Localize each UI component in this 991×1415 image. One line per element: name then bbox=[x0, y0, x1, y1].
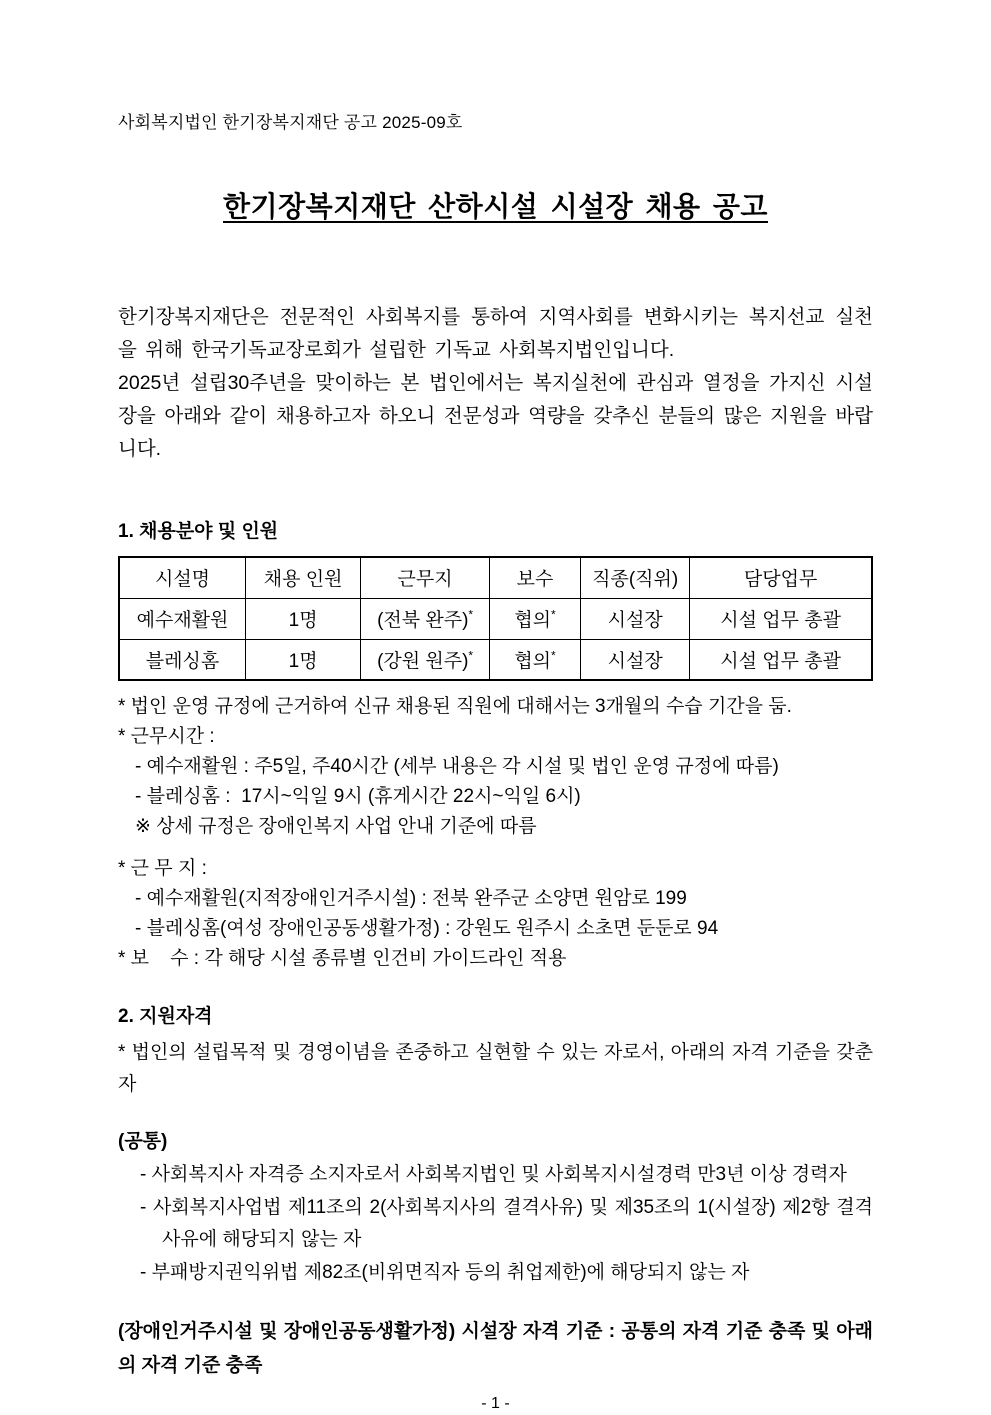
footnote-asterisk: * bbox=[468, 607, 474, 622]
footnote-asterisk: * bbox=[468, 648, 474, 663]
list-item: - 부패방지권익위법 제82조(비위면직자 등의 취업제한)에 해당되지 않는 자 bbox=[140, 1261, 750, 1283]
common-qualifications-list bbox=[118, 1159, 873, 1289]
intro-paragraph-1: 한기장복지재단은 전문적인 사회복지를 통하여 지역사회를 변화시키는 복지선교 실천을 위해 한국기독교장로회가 설립한 기독교 사회복지법인입니다. bbox=[118, 306, 873, 361]
col-header-facility: 시설명 bbox=[119, 557, 246, 598]
cell-headcount: 1명 bbox=[246, 639, 361, 680]
note-pay-guideline: * 보 수 : 각 해당 시설 종류별 인건비 가이드라인 적용 bbox=[118, 948, 567, 969]
col-header-duty: 담당업무 bbox=[690, 557, 872, 598]
doc-number: 사회복지법인 한기장복지재단 공고 2025-09호 bbox=[118, 113, 463, 132]
workplace-text: (강원 원주) bbox=[377, 650, 469, 672]
cell-duty: 시설 업무 총괄 bbox=[690, 639, 872, 680]
note-probation: * 법인 운영 규정에 근거하여 신규 채용된 직원에 대해서는 3개월의 수습 기간을 둠. bbox=[118, 696, 792, 717]
cell-duty: 시설 업무 총괄 bbox=[690, 598, 872, 639]
table-row bbox=[119, 639, 872, 680]
footnote-asterisk: * bbox=[551, 607, 556, 622]
pay-text: 협의 bbox=[514, 610, 552, 631]
cell-workplace bbox=[361, 598, 490, 639]
table-row bbox=[119, 598, 872, 639]
cell-facility: 예수재활원 bbox=[119, 598, 246, 639]
page-title: 한기장복지재단 산하시설 시설장 채용 공고 bbox=[223, 191, 768, 222]
note-workplace-label: * 근 무 지 : bbox=[118, 858, 207, 879]
pay-text: 협의 bbox=[514, 650, 552, 672]
recruitment-table bbox=[118, 556, 873, 681]
col-header-pay: 보수 bbox=[489, 557, 580, 598]
cell-facility: 블레싱홈 bbox=[119, 639, 246, 680]
col-header-headcount: 채용 인원 bbox=[246, 557, 361, 598]
list-item: - 사회복지사 자격증 소지자로서 사회복지법인 및 사회복지시설경력 만3년 이상 경력자 bbox=[140, 1164, 847, 1185]
notes-group-location-pay bbox=[118, 854, 873, 974]
cell-pay bbox=[489, 639, 580, 680]
common-qualifications-heading: (공통) bbox=[118, 1131, 168, 1152]
note-working-hours-label: * 근무시간 : bbox=[118, 726, 215, 747]
note-address-yesu: - 예수재활원(지적장애인거주시설) : 전북 완주군 소양면 원암로 199 bbox=[135, 888, 687, 909]
footnote-asterisk: * bbox=[551, 648, 556, 663]
cell-position: 시설장 bbox=[581, 639, 690, 680]
intro-paragraph-2: 2025년 설립30주년을 맞이하는 본 법인에서는 복지실천에 관심과 열정을 가지신 시설장을 아래와 같이 채용하고자 하오니 전문성과 역량을 갖추신 분들의 많은 지원을 바랍니다. bbox=[118, 372, 873, 460]
cell-pay bbox=[489, 598, 580, 639]
col-header-position: 직종(직위) bbox=[581, 557, 690, 598]
cell-headcount: 1명 bbox=[246, 598, 361, 639]
list-item: - 사회복지사업법 제11조의 2(사회복지사의 결격사유) 및 제35조의 1(시설장) 제2항 결격사유에 해당되지 않는 자 bbox=[140, 1196, 873, 1250]
page-number: - 1 - bbox=[481, 1395, 510, 1412]
facility-qualification-paragraph: (장애인거주시설 및 장애인공동생활가정) 시설장 자격 기준 : 공통의 자격 기준 충족 및 아래의 자격 기준 충족 bbox=[118, 1321, 873, 1376]
cell-position: 시설장 bbox=[581, 598, 690, 639]
section2-heading: 2. 지원자격 bbox=[118, 1006, 213, 1027]
workplace-text: (전북 완주) bbox=[377, 610, 469, 631]
note-hours-blessing: - 블레싱홈 : 17시~익일 9시 (휴게시간 22시~익일 6시) bbox=[135, 786, 581, 807]
qualification-note: * 법인의 설립목적 및 경영이념을 존중하고 실현할 수 있는 자로서, 아래의 자격 기준을 갖춘 자 bbox=[118, 1042, 873, 1095]
section1-heading: 1. 채용분야 및 인원 bbox=[118, 521, 279, 542]
intro-paragraphs bbox=[118, 301, 873, 466]
table-header-row bbox=[119, 557, 872, 598]
cell-workplace bbox=[361, 639, 490, 680]
note-hours-detail-rule: ※ 상세 규정은 장애인복지 사업 안내 기준에 따름 bbox=[135, 816, 537, 837]
note-hours-yesu: - 예수재활원 : 주5일, 주40시간 (세부 내용은 각 시설 및 법인 운영 규정에 따름) bbox=[135, 756, 779, 777]
col-header-workplace: 근무지 bbox=[361, 557, 490, 598]
note-address-blessing: - 블레싱홈(여성 장애인공동생활가정) : 강원도 원주시 소초면 둔둔로 94 bbox=[135, 918, 719, 939]
notes-group-probation-hours bbox=[118, 692, 873, 842]
